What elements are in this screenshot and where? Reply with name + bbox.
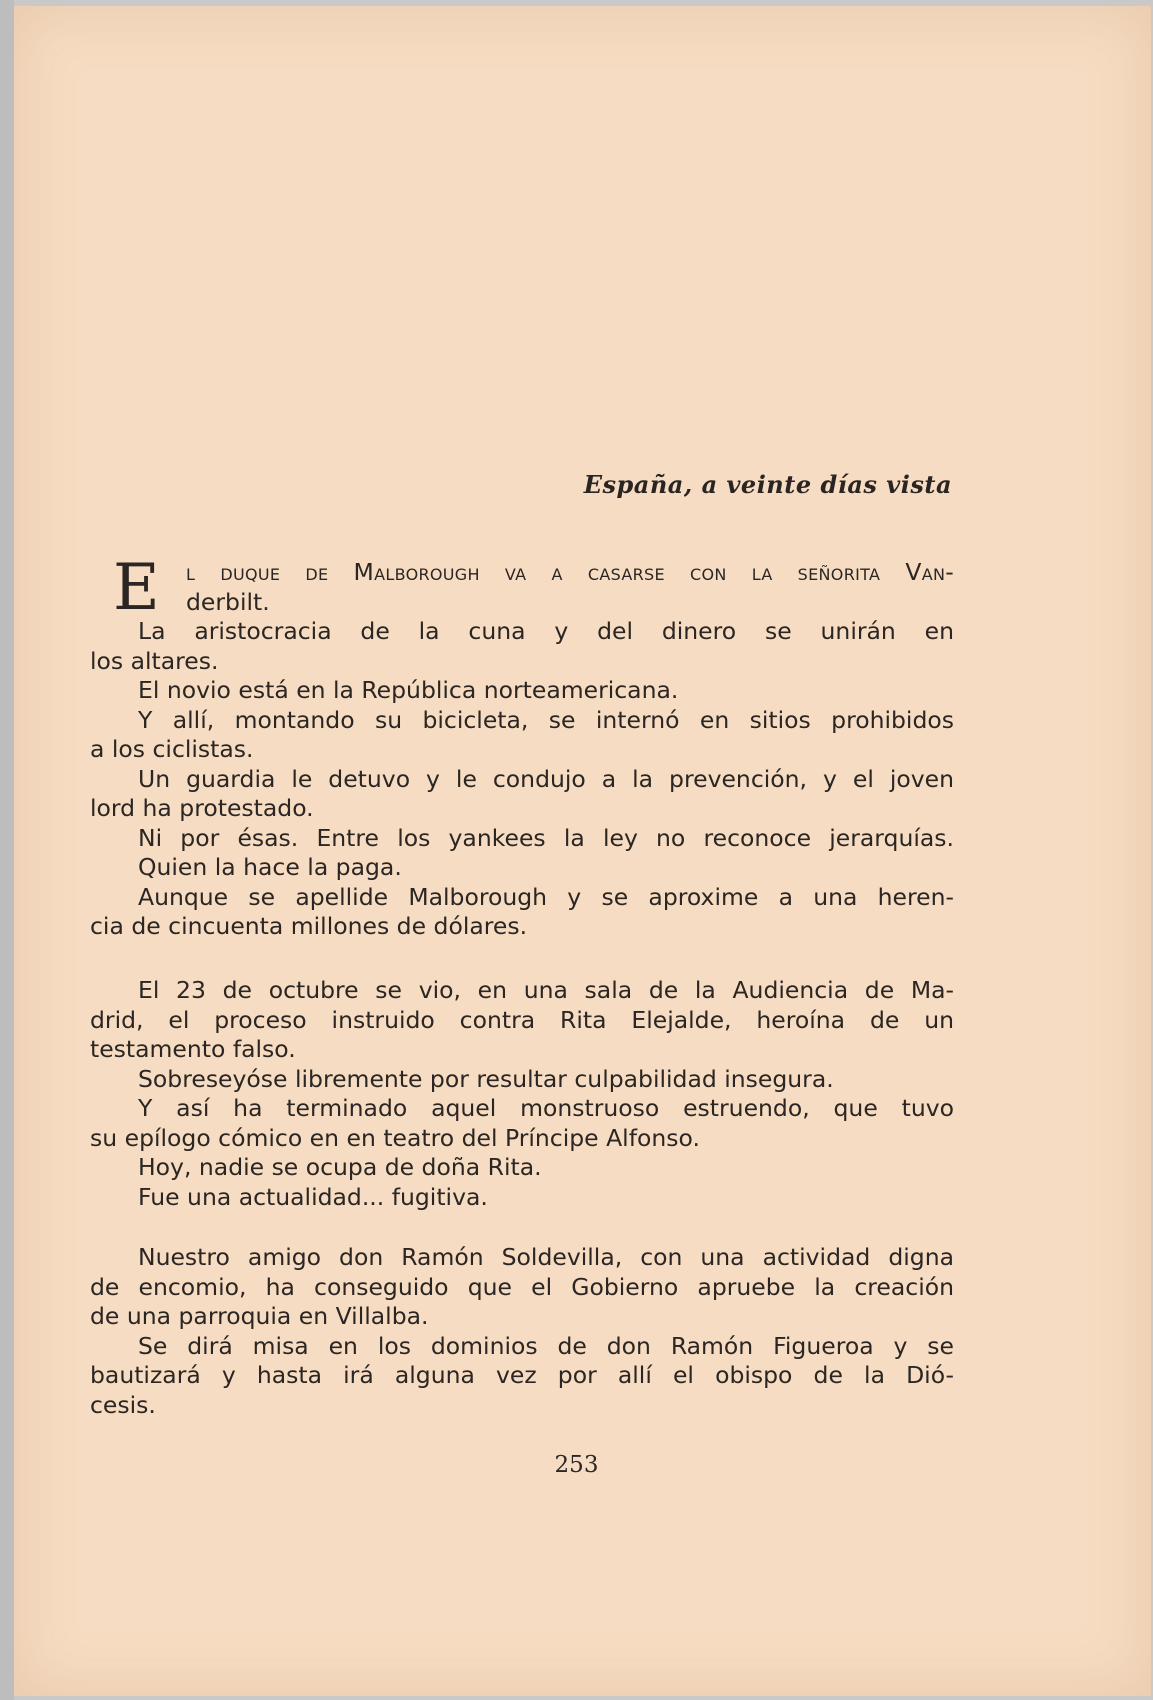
opening-line: l duque de Malborough va a casarse con la señorita Van- xyxy=(186,558,954,586)
section-rita-elejalde xyxy=(90,976,954,1212)
text-line: Sobreseyóse libremente por resultar culpabilidad insegura. xyxy=(138,1064,834,1093)
text-line: su epílogo cómico en en teatro del Príncipe Alfonso. xyxy=(90,1123,700,1152)
text-line: Hoy, nadie se ocupa de doña Rita. xyxy=(138,1153,542,1181)
text-line: Se dirá misa en los dominios de don Ramón Figueroa y se xyxy=(138,1331,954,1360)
text-line: La aristocracia de la cuna y del dinero se unirán en xyxy=(138,617,954,645)
text-line: Aunque se apellide Malborough y se aproxime a una heren- xyxy=(138,882,954,911)
text-line: derbilt. xyxy=(186,587,270,616)
text-line: Ni por ésas. Entre los yankees la ley no reconoce jerarquías. xyxy=(138,823,954,852)
text-line: cia de cincuenta millones de dólares. xyxy=(90,912,528,940)
text-line: de una parroquia en Villalba. xyxy=(90,1302,429,1330)
text-line: Y allí, montando su bicicleta, se internó en sitios prohibidos xyxy=(138,705,954,734)
text-line: Un guardia le detuvo y le condujo a la prevención, y el joven xyxy=(138,764,954,793)
text-line: Fue una actualidad... fugitiva. xyxy=(138,1182,488,1211)
text-line: a los ciclistas. xyxy=(90,735,254,763)
section-soldevilla xyxy=(90,1243,954,1420)
scan-left-edge xyxy=(0,0,14,1700)
text-line: cesis. xyxy=(90,1390,156,1419)
text-line: Y así ha terminado aquel monstruoso estruendo, que tuvo xyxy=(138,1094,954,1122)
text-line: testamento falso. xyxy=(90,1035,296,1063)
text-line: El novio está en la República norteamericana. xyxy=(138,676,679,704)
section-malborough xyxy=(90,551,954,942)
text-line: los altares. xyxy=(90,646,219,675)
running-head: España, a veinte días vista xyxy=(583,470,952,499)
page-number: 253 xyxy=(554,1452,599,1478)
text-line: drid, el proceso instruido contra Rita Elejalde, heroína de un xyxy=(90,1005,954,1034)
text-line: lord ha protestado. xyxy=(90,794,314,822)
text-line: de encomio, ha conseguido que el Gobierno apruebe la creación xyxy=(90,1272,954,1301)
text-line: bautizará y hasta irá alguna vez por allí el obispo de la Dió- xyxy=(90,1361,954,1389)
drop-cap: E xyxy=(113,551,160,625)
text-line: Nuestro amigo don Ramón Soldevilla, con una actividad digna xyxy=(138,1243,954,1271)
text-line: El 23 de octubre se vio, en una sala de la Audiencia de Ma- xyxy=(138,976,954,1004)
text-line: Quien la hace la paga. xyxy=(138,853,402,881)
